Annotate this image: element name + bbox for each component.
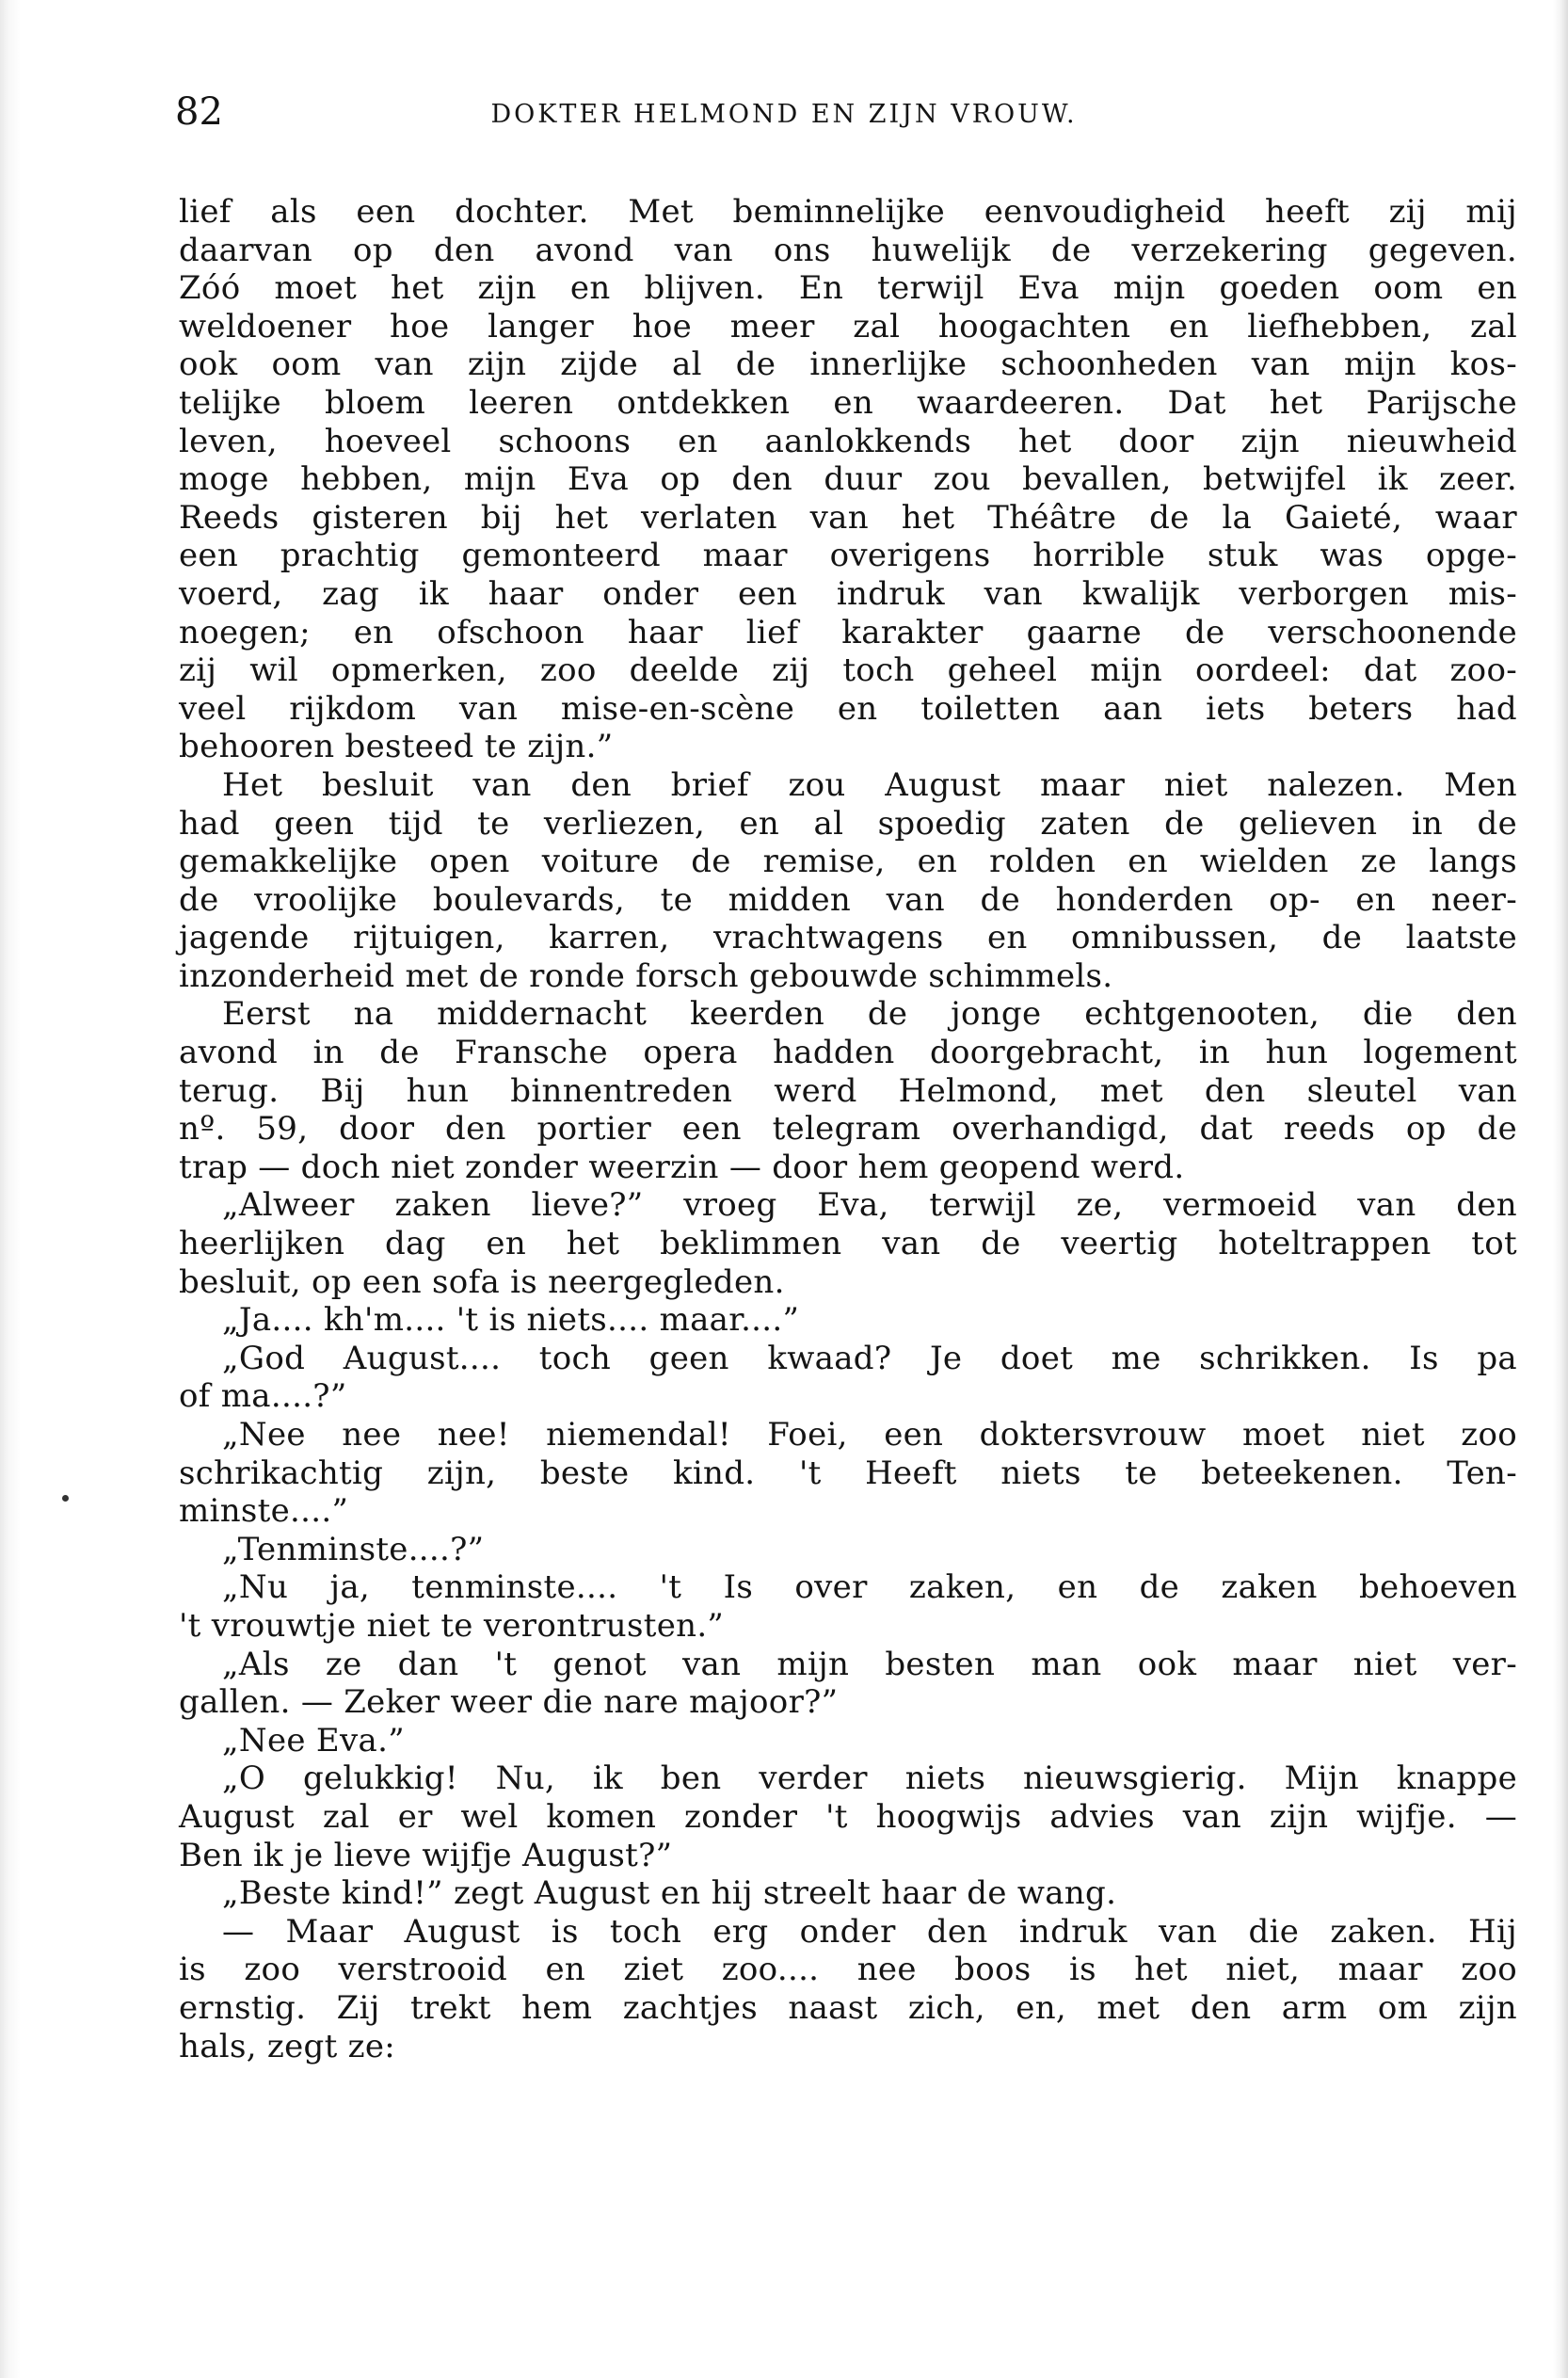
text-line: nº. 59, door den portier een telegram overhandigd, dat reeds op de [179, 1110, 1517, 1149]
text-line: weldoener hoe langer hoe meer zal hoogachten en liefhebben, zal [179, 307, 1517, 345]
text-line: „God August.... toch geen kwaad? Je doet me schrikken. Is pa [222, 1339, 1517, 1377]
text-line: ook oom van zijn zijde al de innerlijke schoonheden van mijn kos- [179, 345, 1517, 384]
text-line: Eerst na middernacht keerden de jonge echtgenooten, die den [222, 995, 1517, 1034]
text-line: — Maar August is toch erg onder den indruk van die zaken. Hij [222, 1912, 1517, 1951]
page-number: 82 [175, 90, 223, 134]
text-line: behooren besteed te zijn.” [179, 728, 614, 766]
text-line: telijke bloem leeren ontdekken en waardeeren. Dat het Parijsche [179, 383, 1517, 422]
text-line: noegen; en ofschoon haar lief karakter gaarne de verschoonende [179, 613, 1517, 651]
text-line: „Alweer zaken lieve?” vroeg Eva, terwijl ze, vermoeid van den [222, 1186, 1517, 1225]
page-edge-left [0, 0, 21, 2378]
running-title: DOKTER HELMOND EN ZIJN VROUW. [490, 100, 1078, 129]
text-line: „O gelukkig! Nu, ik ben verder niets nieuwsgierig. Mijn knappe [222, 1759, 1517, 1798]
text-line: Reeds gisteren bij het verlaten van het Théâtre de la Gaieté, waar [179, 498, 1517, 537]
text-line: gallen. — Zeker weer die nare majoor?” [179, 1683, 839, 1722]
text-line: inzonderheid met de ronde forsch gebouwde schimmels. [179, 956, 1113, 995]
text-line: jagende rijtuigen, karren, vrachtwagens en omnibussen, de laatste [179, 919, 1517, 957]
text-line: terug. Bij hun binnentreden werd Helmond, met den sleutel van [179, 1071, 1517, 1110]
text-line: Zóó moet het zijn en blijven. En terwijl Eva mijn goeden oom en [179, 269, 1517, 308]
text-line: daarvan op den avond van ons huwelijk de verzekering gegeven. [179, 231, 1517, 269]
text-line: of ma....?” [179, 1377, 347, 1416]
text-line: Ben ik je lieve wijfje August?” [179, 1836, 673, 1874]
page-edge-right [1553, 0, 1568, 2378]
text-line: moge hebben, mijn Eva op den duur zou bevallen, betwijfel ik zeer. [179, 460, 1517, 499]
text-line: heerlijken dag en het beklimmen van de veertig hoteltrappen tot [179, 1225, 1517, 1263]
text-line: een prachtig gemonteerd maar overigens horrible stuk was opge- [179, 537, 1517, 575]
text-line: „Nee Eva.” [222, 1721, 405, 1759]
text-line: avond in de Fransche opera hadden doorgebracht, in hun logement [179, 1034, 1517, 1072]
text-line: besluit, op een sofa is neergegleden. [179, 1262, 785, 1301]
text-line: „Tenminste....?” [222, 1530, 485, 1568]
text-line: leven, hoeveel schoons en aanlokkends het door zijn nieuwheid [179, 422, 1517, 460]
text-line: „Nu ja, tenminste.... 't Is over zaken, en de zaken behoeven [222, 1568, 1517, 1607]
text-line: ernstig. Zij trekt hem zachtjes naast zich, en, met den arm om zijn [179, 1988, 1517, 2027]
text-line: zij wil opmerken, zoo deelde zij toch geheel mijn oordeel: dat zoo- [179, 651, 1517, 690]
body-text [179, 193, 1517, 2065]
text-line: voerd, zag ik haar onder een indruk van kwalijk verborgen mis- [179, 574, 1517, 613]
text-line: lief als een dochter. Met beminnelijke eenvoudigheid heeft zij mij [179, 193, 1517, 231]
text-line: 't vrouwtje niet te verontrusten.” [179, 1606, 725, 1645]
text-line: is zoo verstrooid en ziet zoo.... nee boos is het niet, maar zoo [179, 1951, 1517, 1989]
text-line: had geen tijd te verliezen, en al spoedig zaten de gelieven in de [179, 804, 1517, 843]
text-line: schrikachtig zijn, beste kind. 't Heeft niets te beteekenen. Ten- [179, 1454, 1517, 1492]
text-line: „Beste kind!” zegt August en hij streelt haar de wang. [222, 1874, 1117, 1913]
text-line: „Nee nee nee! niemendal! Foei, een doktersvrouw moet niet zoo [222, 1416, 1517, 1454]
text-line: de vroolijke boulevards, te midden van de honderden op- en neer- [179, 880, 1517, 919]
text-line: gemakkelijke open voiture de remise, en rolden en wielden ze langs [179, 843, 1517, 881]
text-line: Het besluit van den brief zou August maar niet nalezen. Men [222, 765, 1517, 804]
text-line: „Als ze dan 't genot van mijn besten man ook maar niet ver- [222, 1645, 1517, 1683]
text-line: veel rijkdom van mise-en-scène en toiletten aan iets beters had [179, 689, 1517, 728]
ink-speck [62, 1495, 69, 1502]
text-line: August zal er wel komen zonder 't hoogwijs advies van zijn wijfje. — [179, 1797, 1517, 1836]
text-line: trap — doch niet zonder weerzin — door hem geopend werd. [179, 1148, 1185, 1186]
text-line: „Ja.... kh'm.... 't is niets.... maar....” [222, 1301, 800, 1340]
text-line: minste....” [179, 1492, 349, 1531]
text-line: hals, zegt ze: [179, 2027, 396, 2065]
